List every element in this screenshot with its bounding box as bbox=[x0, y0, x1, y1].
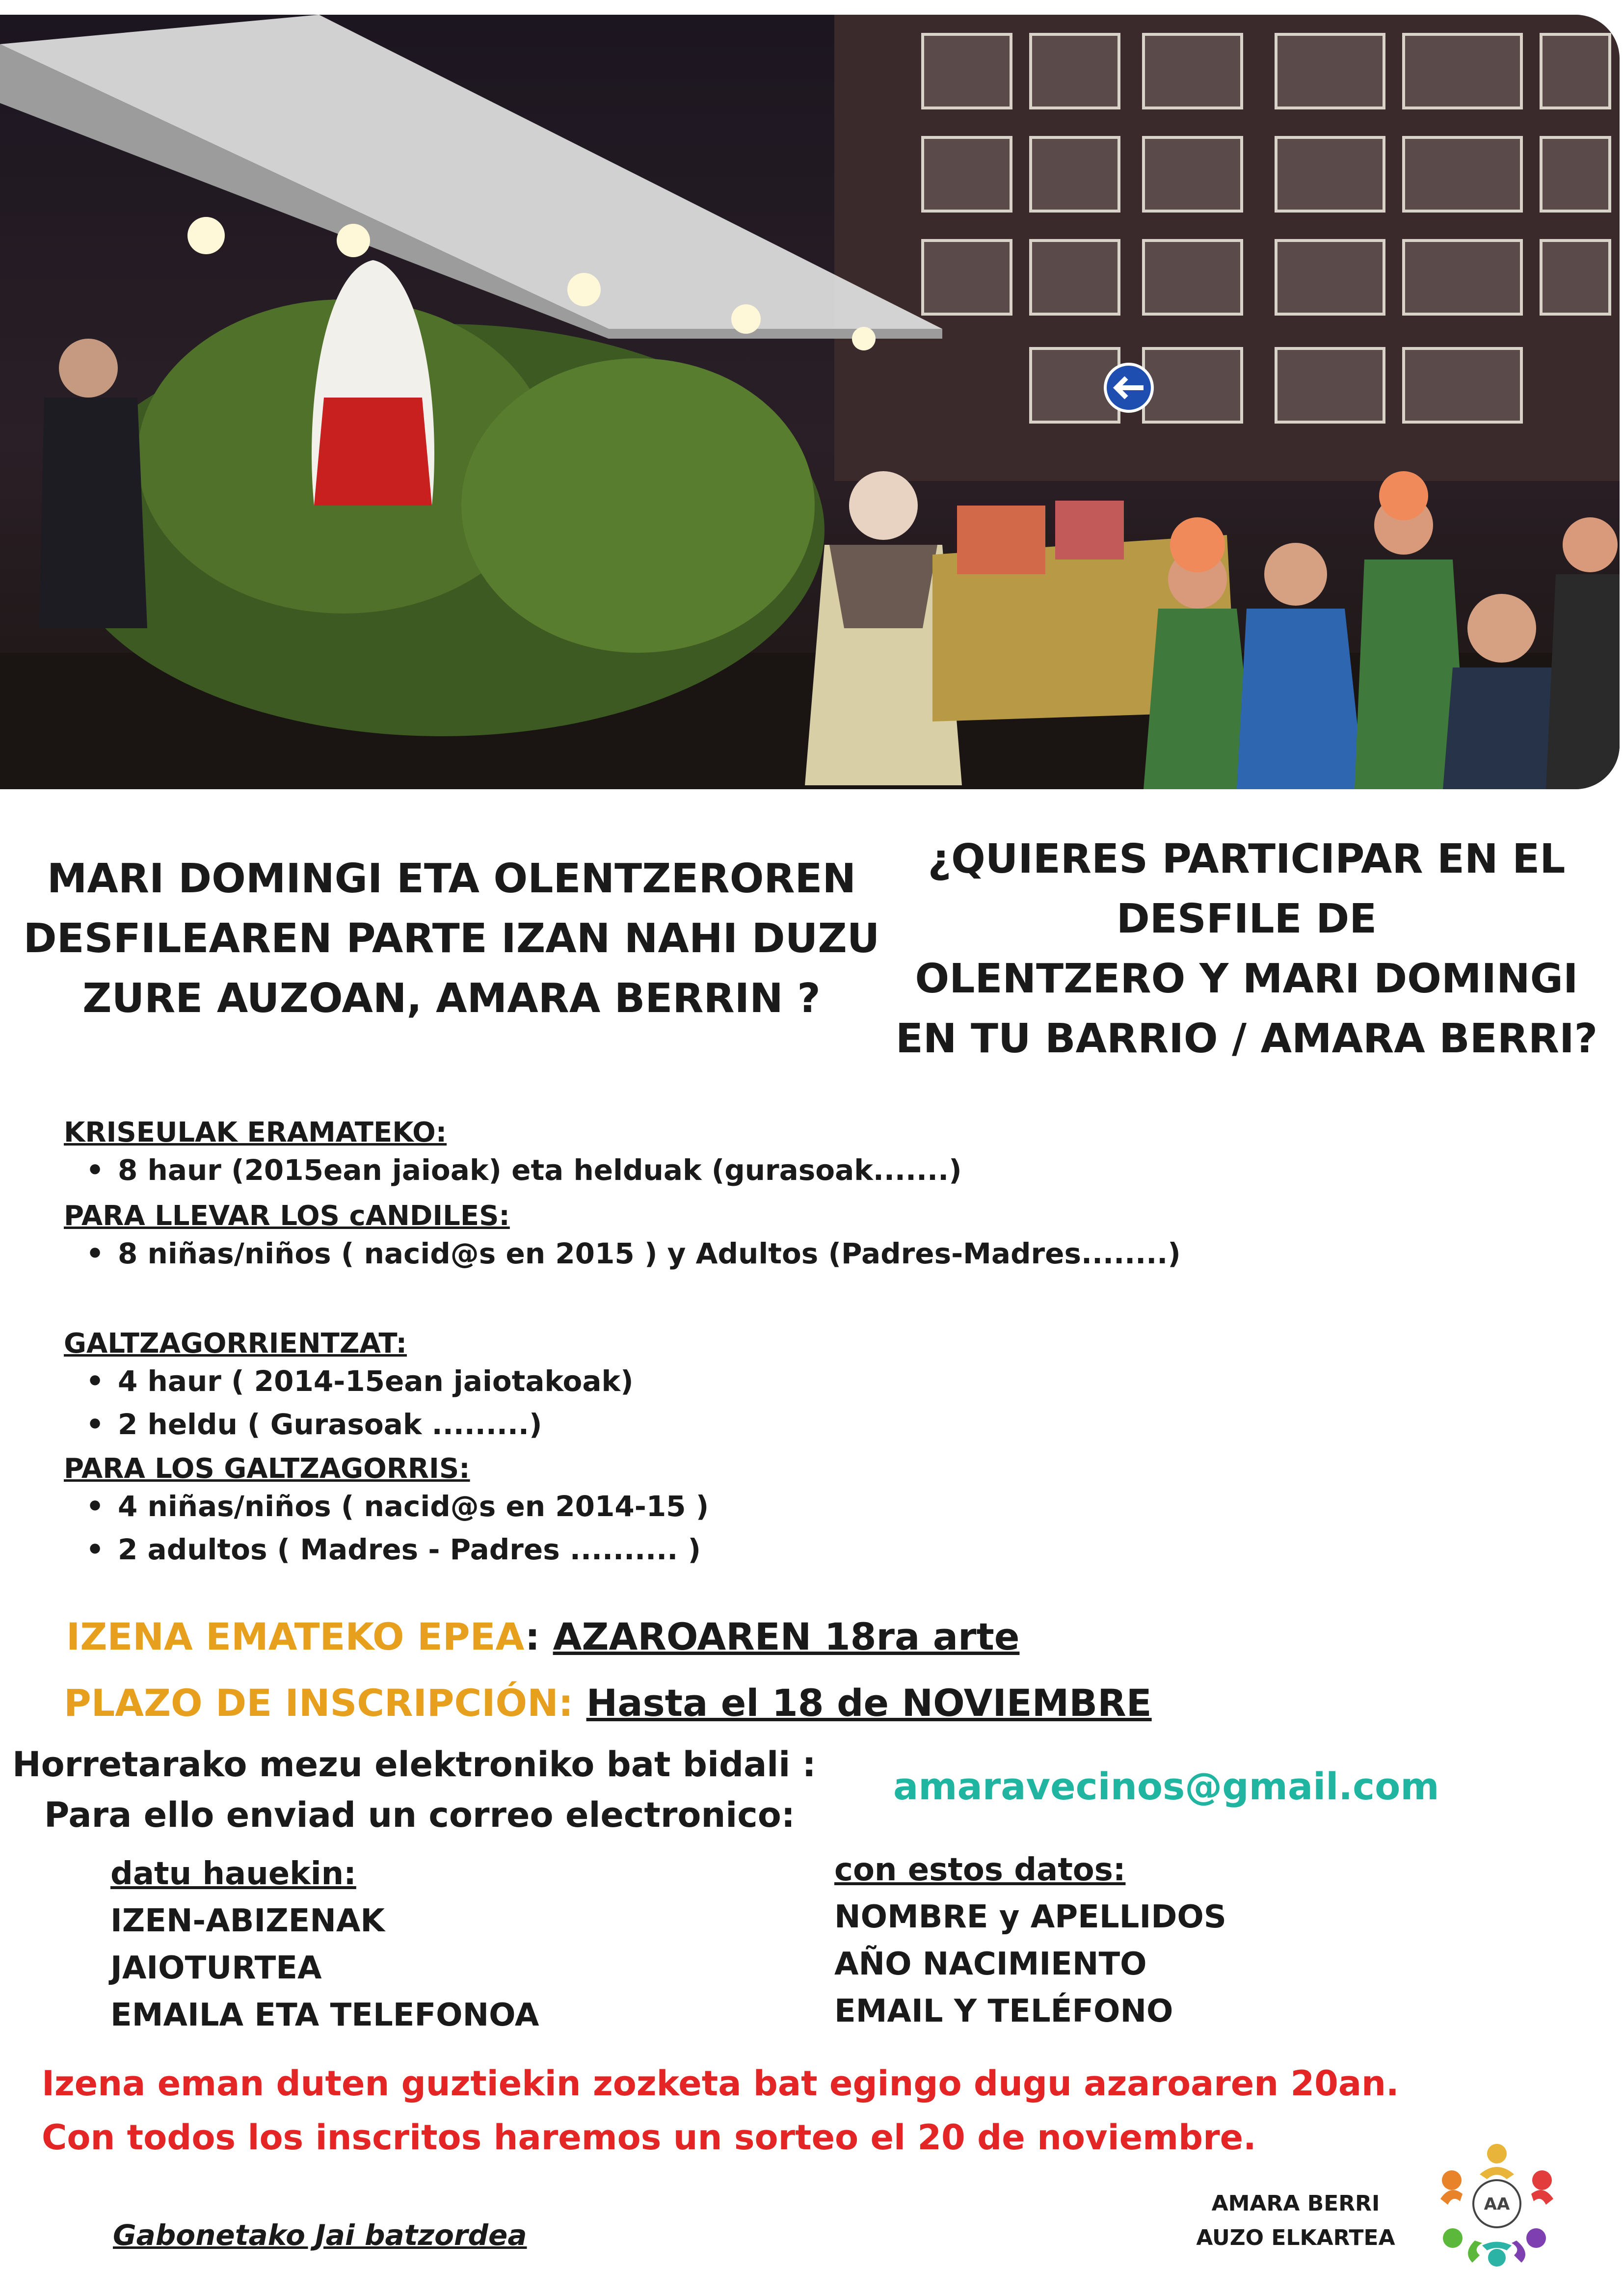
organization-line-2: AUZO ELKARTEA bbox=[1196, 2225, 1395, 2250]
parade-photo bbox=[0, 15, 1620, 789]
fields-title: datu hauekin: bbox=[110, 1856, 356, 1892]
section-title: PARA LLEVAR LOS cANDILES: bbox=[64, 1200, 510, 1232]
organization-name bbox=[1178, 2187, 1413, 2255]
raffle-spanish: Con todos los inscritos haremos un sorteo el 20 de noviembre. bbox=[42, 2117, 1256, 2158]
heading-basque-line-2: DESFILEAREN PARTE IZAN NAHI DUZU bbox=[23, 915, 880, 962]
heading-basque-line-1: MARI DOMINGI ETA OLENTZERO​REN bbox=[47, 855, 856, 902]
heading-spanish bbox=[883, 829, 1610, 1069]
fields-title: con estos datos: bbox=[834, 1852, 1126, 1888]
section-title: KRISEULAK ERAMATEKO: bbox=[64, 1117, 447, 1148]
people-circle-logo-icon bbox=[1433, 2140, 1561, 2268]
fields-spanish bbox=[834, 1846, 1226, 2035]
list-item: • 2 heldu ( Gurasoak .........) bbox=[64, 1403, 1536, 1446]
committee-name: Gabonetako Jai batzordea bbox=[113, 2218, 527, 2252]
heading-spanish-line-4: EN TU BARRIO / AMARA BERRI? bbox=[895, 1015, 1598, 1062]
deadline-label: PLAZO DE INSCRIPCIÓN: bbox=[64, 1681, 574, 1725]
field-item: NOMBRE y APELLIDOS bbox=[834, 1899, 1226, 1935]
deadline-label: IZENA EMATEKO EPEA bbox=[66, 1615, 525, 1658]
section-title: PARA LOS GALTZAGORRIS: bbox=[64, 1453, 470, 1485]
deadline-spanish bbox=[64, 1681, 1152, 1725]
heading-spanish-line-3: OLENTZERO Y MARI DOMINGI bbox=[915, 956, 1578, 1002]
heading-spanish-line-2: DESFILE DE bbox=[1116, 896, 1377, 942]
deadline-basque bbox=[66, 1615, 1019, 1658]
heading-basque-line-3: ZURE AUZOAN, AMARA BERRIN ? bbox=[82, 975, 821, 1022]
heading-spanish-line-1: ¿QUIERES PARTICIPAR EN EL bbox=[928, 836, 1566, 882]
list-item: • 8 haur (2015ean jaioak) eta helduak (gurasoak.......) bbox=[64, 1148, 1536, 1192]
raffle-notice bbox=[42, 2056, 1588, 2164]
deadline-value: AZAROAREN 18ra arte bbox=[553, 1615, 1020, 1658]
raffle-basque: Izena eman duten guztiekin zozketa bat egingo dugu azaroaren 20an. bbox=[42, 2063, 1399, 2104]
list-item: • 2 adultos ( Madres - Padres .......... ) bbox=[64, 1528, 1536, 1571]
contact-line-basque: Horretarako mezu elektroniko bat bidali : bbox=[12, 1744, 816, 1785]
fields-basque bbox=[110, 1850, 539, 2039]
organization-line-1: AMARA BERRI bbox=[1211, 2191, 1380, 2216]
list-item: • 4 haur ( 2014-15ean jaiotakoak) bbox=[64, 1360, 1536, 1403]
section-candles-eu bbox=[64, 1117, 1536, 1192]
contact-line-spanish: Para ello enviad un correo electronico: bbox=[44, 1795, 795, 1835]
field-item: EMAIL Y TELÉFONO bbox=[834, 1993, 1173, 2029]
list-item: • 8 niñas/niños ( nacid@s en 2015 ) y Adultos (Padres-Madres........) bbox=[64, 1232, 1536, 1275]
section-title: GALTZAGORRIENTZAT: bbox=[64, 1328, 407, 1360]
field-item: IZEN-ABIZENAK bbox=[110, 1903, 385, 1939]
deadline-value: Hasta el 18 de NOVIEMBRE bbox=[586, 1681, 1152, 1725]
deadline-colon: : bbox=[525, 1615, 540, 1658]
contact-email-link[interactable]: amaravecinos@gmail.com bbox=[893, 1764, 1439, 1808]
section-candles-es bbox=[64, 1200, 1536, 1275]
field-item: JAIOTURTEA bbox=[110, 1950, 322, 1986]
list-item: • 4 niñas/niños ( nacid@s en 2014-15 ) bbox=[64, 1485, 1536, 1528]
field-item: EMAILA ETA TELEFONOA bbox=[110, 1997, 539, 2033]
field-item: AÑO NACIMIENTO bbox=[834, 1946, 1147, 1982]
section-galtzagorri-eu bbox=[64, 1328, 1536, 1446]
svg-text:AA: AA bbox=[1484, 2194, 1510, 2214]
heading-basque bbox=[15, 849, 888, 1029]
section-galtzagorri-es bbox=[64, 1453, 1536, 1571]
